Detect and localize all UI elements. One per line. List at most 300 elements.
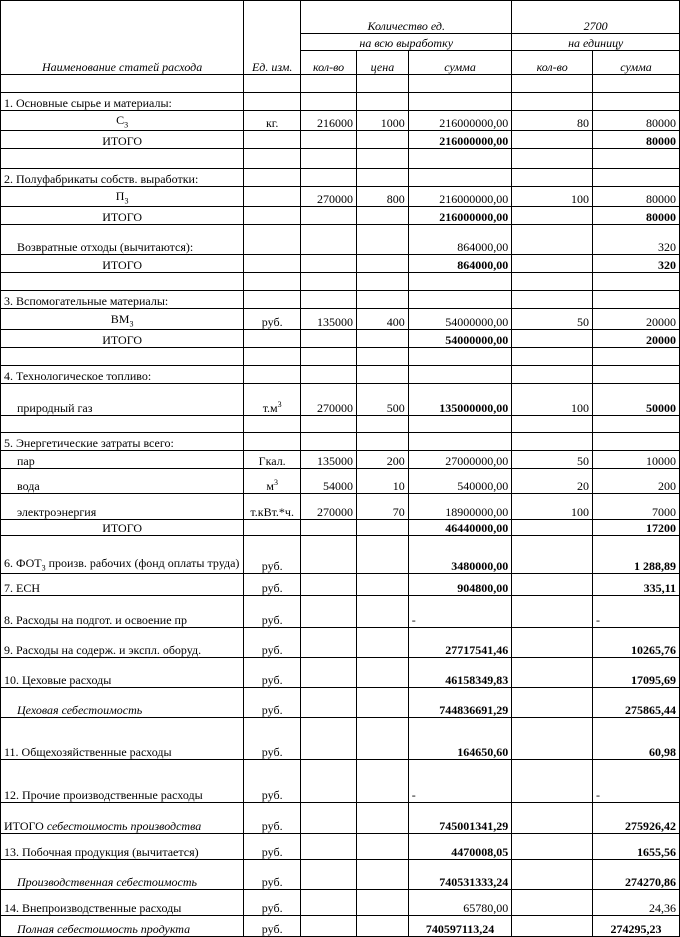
cell-unit-sum: [593, 75, 680, 93]
cell-name: [1, 451, 244, 469]
cell-sum: [408, 718, 512, 760]
header-qty: кол-во: [301, 51, 357, 75]
cell-qty: [301, 860, 357, 890]
row-label: электроэнергия: [17, 504, 97, 519]
row-label: 9. Расходы на содерж. и экспл. оборуд.: [4, 642, 202, 657]
unit-label: т.м: [262, 400, 278, 415]
unit-sum-value: 17095,69: [631, 672, 676, 687]
sum-value: 135000000,00: [439, 400, 509, 415]
cell-name: [1, 366, 244, 384]
cell-sum: [408, 834, 512, 860]
row-label: 3. Вспомогательные материалы:: [4, 293, 169, 308]
cell-name: [1, 416, 244, 433]
cell-sum: [408, 803, 512, 834]
unit-sum-value: 20000: [646, 332, 676, 347]
spacer-row: [1, 75, 680, 93]
cell-unit: [244, 225, 301, 255]
cell-unit-qty: [512, 718, 593, 760]
unit-label: руб.: [261, 672, 283, 687]
cell-unit-qty: [512, 760, 593, 803]
cell-qty: [301, 366, 357, 384]
cell-qty: [301, 916, 357, 937]
cell-qty: [301, 596, 357, 628]
cell-unit: [244, 207, 301, 225]
row-label: 12. Прочие производственные расходы: [4, 787, 203, 802]
qty-value: 216000: [317, 115, 354, 130]
table-row: [1, 658, 680, 688]
total-row: [1, 255, 680, 273]
cell-unit: [244, 187, 301, 207]
sum-value: 744836691,29: [439, 702, 509, 717]
cell-unit-sum: [593, 834, 680, 860]
sum-value: 27000000,00: [445, 453, 509, 468]
table-row: [1, 718, 680, 760]
cell-unit-qty: [512, 348, 593, 366]
cell-price: [357, 169, 409, 187]
row-label-cont: произв. рабочих (фонд оплаты труда): [45, 555, 240, 570]
section-row: [1, 433, 680, 451]
unit-qty-value: 50: [577, 314, 590, 329]
cell-price: [357, 688, 409, 718]
cell-qty: [301, 451, 357, 469]
sum-value: 745001341,29: [439, 818, 509, 833]
cell-unit-sum: [593, 718, 680, 760]
cell-unit-qty: [512, 451, 593, 469]
cell-name: [1, 273, 244, 291]
cell-name: [1, 93, 244, 111]
cell-price: [357, 860, 409, 890]
sum-value: 216000000,00: [439, 115, 509, 130]
row-label: 14. Внепроизводственные расходы: [4, 900, 182, 915]
cell-unit: [244, 75, 301, 93]
cell-price: [357, 348, 409, 366]
cell-unit: [244, 760, 301, 803]
cell-price: [357, 469, 409, 494]
table-row: [1, 494, 680, 520]
cell-qty: [301, 348, 357, 366]
unit-sum-value: 320: [658, 239, 676, 254]
table-row: [1, 309, 680, 330]
cell-unit: [244, 451, 301, 469]
unit-label: Гкал.: [258, 453, 286, 468]
table-row: [1, 384, 680, 416]
header-total-group: на всю выработку: [301, 34, 512, 51]
cell-unit-qty: [512, 111, 593, 131]
cell-unit-sum: [593, 688, 680, 718]
row-label: П: [115, 188, 125, 203]
unit-qty-value: 20: [577, 478, 590, 493]
cell-unit: [244, 416, 301, 433]
unit-label: руб.: [261, 580, 283, 595]
cell-unit-qty: [512, 207, 593, 225]
sum-value: 740531333,24: [439, 874, 509, 889]
cell-unit: [244, 348, 301, 366]
cell-name: [1, 384, 244, 416]
cell-unit-sum: [593, 273, 680, 291]
cell-unit-sum: [593, 520, 680, 536]
cell-unit: [244, 718, 301, 760]
cell-sum: [408, 384, 512, 416]
unit-label: руб.: [261, 642, 283, 657]
sum-value: 864000,00: [457, 239, 509, 254]
cell-unit-sum: [593, 93, 680, 111]
price-value: 70: [392, 504, 405, 519]
unit-sum-value: 274295,23: [610, 921, 662, 936]
sum-value: 54000000,00: [445, 314, 509, 329]
unit-sum-value: 335,11: [643, 580, 676, 595]
cell-unit-sum: [593, 187, 680, 207]
row-label-subscript: 3: [124, 120, 129, 130]
cell-unit-qty: [512, 309, 593, 330]
cell-unit-sum: [593, 416, 680, 433]
cell-price: [357, 416, 409, 433]
total-row: [1, 520, 680, 536]
cell-price: [357, 187, 409, 207]
cell-unit: [244, 890, 301, 916]
price-value: 200: [386, 453, 405, 468]
cell-qty: [301, 273, 357, 291]
table-row: [1, 890, 680, 916]
row-label: 8. Расходы на подгот. и освоение пр: [4, 612, 187, 627]
sum-value: 864000,00: [457, 257, 509, 272]
row-label: ИТОГО: [102, 520, 143, 535]
cell-name: [1, 803, 244, 834]
cell-price: [357, 149, 409, 169]
cell-price: [357, 494, 409, 520]
unit-sum-value: 50000: [646, 400, 676, 415]
cell-name: [1, 348, 244, 366]
cell-unit-sum: [593, 494, 680, 520]
cell-qty: [301, 93, 357, 111]
cell-qty: [301, 658, 357, 688]
row-label: 1. Основные сырье и материалы:: [4, 95, 172, 110]
cell-unit: [244, 916, 301, 937]
cell-unit-sum: [593, 760, 680, 803]
cell-unit-sum: [593, 916, 680, 937]
cell-sum: [408, 207, 512, 225]
unit-superscript: 3: [277, 399, 282, 409]
cell-sum: [408, 628, 512, 658]
cell-qty: [301, 574, 357, 596]
header-unit-qty: кол-во: [512, 51, 593, 75]
cell-unit-qty: [512, 131, 593, 149]
row-label: ИТОГО: [102, 209, 143, 224]
sum-value: 216000000,00: [439, 209, 509, 224]
row-label: С: [116, 112, 125, 127]
unit-label: т.кВт.*ч.: [250, 504, 294, 519]
cell-unit-qty: [512, 469, 593, 494]
row-label: вода: [17, 478, 40, 493]
unit-superscript: 3: [273, 477, 278, 487]
cell-unit: [244, 273, 301, 291]
cell-qty: [301, 187, 357, 207]
unit-sum-value: 80000: [646, 191, 676, 206]
cell-unit: [244, 469, 301, 494]
sum-value: 46158349,83: [445, 672, 509, 687]
unit-sum-value: 1655,56: [637, 844, 676, 859]
cell-price: [357, 75, 409, 93]
row-label: 2. Полуфабрикаты собств. выработки:: [4, 171, 199, 186]
cell-name: [1, 309, 244, 330]
cell-unit-qty: [512, 890, 593, 916]
cell-sum: [408, 416, 512, 433]
unit-sum-value: 7000: [652, 504, 676, 519]
sum-value: 54000000,00: [445, 332, 509, 347]
row-label: 6. ФОТ: [4, 555, 42, 570]
cell-name: [1, 131, 244, 149]
unit-label: руб.: [261, 874, 283, 889]
cell-unit-sum: [593, 574, 680, 596]
row-label: ИТОГО: [4, 818, 47, 833]
cell-price: [357, 309, 409, 330]
cell-qty: [301, 384, 357, 416]
sum-value: 18900000,00: [445, 504, 509, 519]
cell-unit-sum: [593, 131, 680, 149]
cell-price: [357, 574, 409, 596]
cell-price: [357, 451, 409, 469]
unit-label: руб.: [261, 314, 283, 329]
sum-value: 4470008,05: [451, 844, 509, 859]
cell-name: [1, 469, 244, 494]
unit-label: руб.: [261, 612, 283, 627]
cell-price: [357, 273, 409, 291]
cell-sum: [408, 860, 512, 890]
price-value: 1000: [380, 115, 405, 130]
sum-value: 3480000,00: [451, 558, 509, 573]
cell-unit: [244, 520, 301, 536]
cell-sum: [408, 433, 512, 451]
cell-price: [357, 366, 409, 384]
unit-sum-value: 1 288,89: [634, 558, 676, 573]
cell-sum: [408, 469, 512, 494]
cell-name: [1, 494, 244, 520]
unit-sum-value: 275926,42: [625, 818, 676, 833]
cell-name: [1, 890, 244, 916]
cell-unit: [244, 93, 301, 111]
cell-price: [357, 111, 409, 131]
cell-qty: [301, 688, 357, 718]
cell-unit-sum: [593, 803, 680, 834]
cell-qty: [301, 520, 357, 536]
cell-sum: [408, 451, 512, 469]
row-label-subscript: 3: [124, 196, 129, 206]
cell-unit-sum: [593, 330, 680, 348]
unit-sum-value: 10000: [646, 453, 676, 468]
cell-unit-sum: [593, 309, 680, 330]
cell-price: [357, 93, 409, 111]
cell-sum: [408, 225, 512, 255]
row-label: ИТОГО: [102, 133, 143, 148]
cell-unit-sum: [593, 348, 680, 366]
unit-label: руб.: [261, 818, 283, 833]
header-price: цена: [357, 51, 409, 75]
cell-sum: [408, 149, 512, 169]
row-label-italic: себестоимость производства: [46, 818, 202, 833]
table-row: [1, 596, 680, 628]
cell-qty: [301, 225, 357, 255]
cell-name: [1, 75, 244, 93]
qty-value: 54000: [323, 478, 354, 493]
row-label: 7. ЕСН: [4, 580, 40, 595]
unit-label: руб.: [261, 744, 283, 759]
cell-unit-qty: [512, 384, 593, 416]
cell-name: [1, 255, 244, 273]
cell-qty: [301, 416, 357, 433]
cell-price: [357, 916, 409, 937]
row-label: ИТОГО: [102, 332, 143, 347]
unit-sum-value: 80000: [646, 115, 676, 130]
cell-name: [1, 628, 244, 658]
cell-unit-sum: [593, 207, 680, 225]
unit-label: руб.: [261, 921, 283, 936]
cell-qty: [301, 718, 357, 760]
cell-qty: [301, 803, 357, 834]
qty-value: 270000: [317, 504, 354, 519]
cell-name: [1, 718, 244, 760]
unit-sum-value: 10265,76: [631, 642, 676, 657]
cell-price: [357, 384, 409, 416]
cell-price: [357, 131, 409, 149]
cell-price: [357, 596, 409, 628]
cell-name: [1, 291, 244, 309]
total-row: [1, 131, 680, 149]
cell-name: [1, 207, 244, 225]
spacer-row: [1, 348, 680, 366]
table-row: [1, 469, 680, 494]
row-label: Цеховая себестоимость: [17, 702, 143, 717]
cell-unit: [244, 658, 301, 688]
cell-sum: [408, 348, 512, 366]
cell-price: [357, 330, 409, 348]
unit-sum-value: 80000: [646, 209, 676, 224]
unit-sum-value: -: [596, 787, 601, 802]
row-label-subscript: 3: [129, 319, 134, 329]
cell-price: [357, 520, 409, 536]
cell-unit: [244, 834, 301, 860]
unit-sum-value: 20000: [646, 314, 676, 329]
table-row: [1, 688, 680, 718]
cell-unit-qty: [512, 803, 593, 834]
cell-sum: [408, 291, 512, 309]
cell-unit-qty: [512, 536, 593, 574]
price-value: 400: [386, 314, 405, 329]
unit-label: руб.: [261, 900, 283, 915]
unit-sum-value: 274270,86: [625, 874, 676, 889]
cell-name: [1, 520, 244, 536]
cell-qty: [301, 628, 357, 658]
sum-value: 164650,60: [457, 744, 509, 759]
unit-label: руб.: [261, 702, 283, 717]
table-row: [1, 451, 680, 469]
cell-unit-sum: [593, 469, 680, 494]
cell-qty: [301, 291, 357, 309]
cell-unit-qty: [512, 416, 593, 433]
cell-price: [357, 255, 409, 273]
cell-price: [357, 628, 409, 658]
row-label: 5. Энергетические затраты всего:: [4, 435, 174, 450]
cell-unit: [244, 169, 301, 187]
cell-name: [1, 433, 244, 451]
cell-unit-qty: [512, 366, 593, 384]
cell-sum: [408, 890, 512, 916]
unit-qty-value: 100: [571, 400, 590, 415]
cell-name: [1, 536, 244, 574]
table-row: [1, 834, 680, 860]
cell-unit-sum: [593, 111, 680, 131]
unit-label: руб.: [261, 558, 283, 573]
cell-unit: [244, 291, 301, 309]
cell-qty: [301, 207, 357, 225]
cell-name: [1, 760, 244, 803]
cell-unit: [244, 330, 301, 348]
cell-sum: [408, 309, 512, 330]
cell-sum: [408, 760, 512, 803]
cell-name: [1, 688, 244, 718]
cell-unit: [244, 149, 301, 169]
cell-sum: [408, 273, 512, 291]
cell-sum: [408, 596, 512, 628]
row-label: ВМ: [110, 311, 130, 326]
section-row: [1, 366, 680, 384]
header-unit-col: Ед. изм.: [244, 1, 301, 75]
sum-value: 216000000,00: [439, 133, 509, 148]
cell-price: [357, 803, 409, 834]
cell-unit-qty: [512, 834, 593, 860]
unit-qty-value: 100: [571, 504, 590, 519]
header-sum: сумма: [408, 51, 512, 75]
cell-unit: [244, 596, 301, 628]
cell-sum: [408, 536, 512, 574]
cell-qty: [301, 890, 357, 916]
cell-price: [357, 834, 409, 860]
table-row: [1, 111, 680, 131]
qty-value: 270000: [317, 400, 354, 415]
header-qty-value: 2700: [512, 1, 680, 34]
unit-label: руб.: [261, 787, 283, 802]
cell-price: [357, 225, 409, 255]
cell-unit-sum: [593, 291, 680, 309]
sum-value: 904800,00: [457, 580, 509, 595]
unit-sum-value: 24,36: [649, 900, 676, 915]
cell-unit-qty: [512, 169, 593, 187]
cell-sum: [408, 187, 512, 207]
cell-name: [1, 187, 244, 207]
sum-value: 540000,00: [457, 478, 509, 493]
cell-sum: [408, 169, 512, 187]
cell-unit: [244, 111, 301, 131]
cell-unit-sum: [593, 149, 680, 169]
cell-unit: [244, 803, 301, 834]
row-label: 4. Технологическое топливо:: [4, 368, 152, 383]
sum-value: 740597113,24: [425, 921, 495, 936]
cell-name: [1, 111, 244, 131]
cell-unit-qty: [512, 149, 593, 169]
row-label: Производственная себестоимость: [17, 874, 197, 889]
cell-unit-qty: [512, 273, 593, 291]
row-label: Возвратные отходы (вычитаются):: [17, 239, 194, 254]
cell-sum: [408, 330, 512, 348]
cell-price: [357, 718, 409, 760]
unit-sum-value: 60,98: [649, 744, 676, 759]
cell-sum: [408, 916, 512, 937]
spacer-row: [1, 416, 680, 433]
cell-unit-sum: [593, 890, 680, 916]
cell-unit-qty: [512, 596, 593, 628]
cell-qty: [301, 149, 357, 169]
cell-unit-qty: [512, 225, 593, 255]
cell-sum: [408, 111, 512, 131]
sum-value: -: [411, 612, 416, 627]
